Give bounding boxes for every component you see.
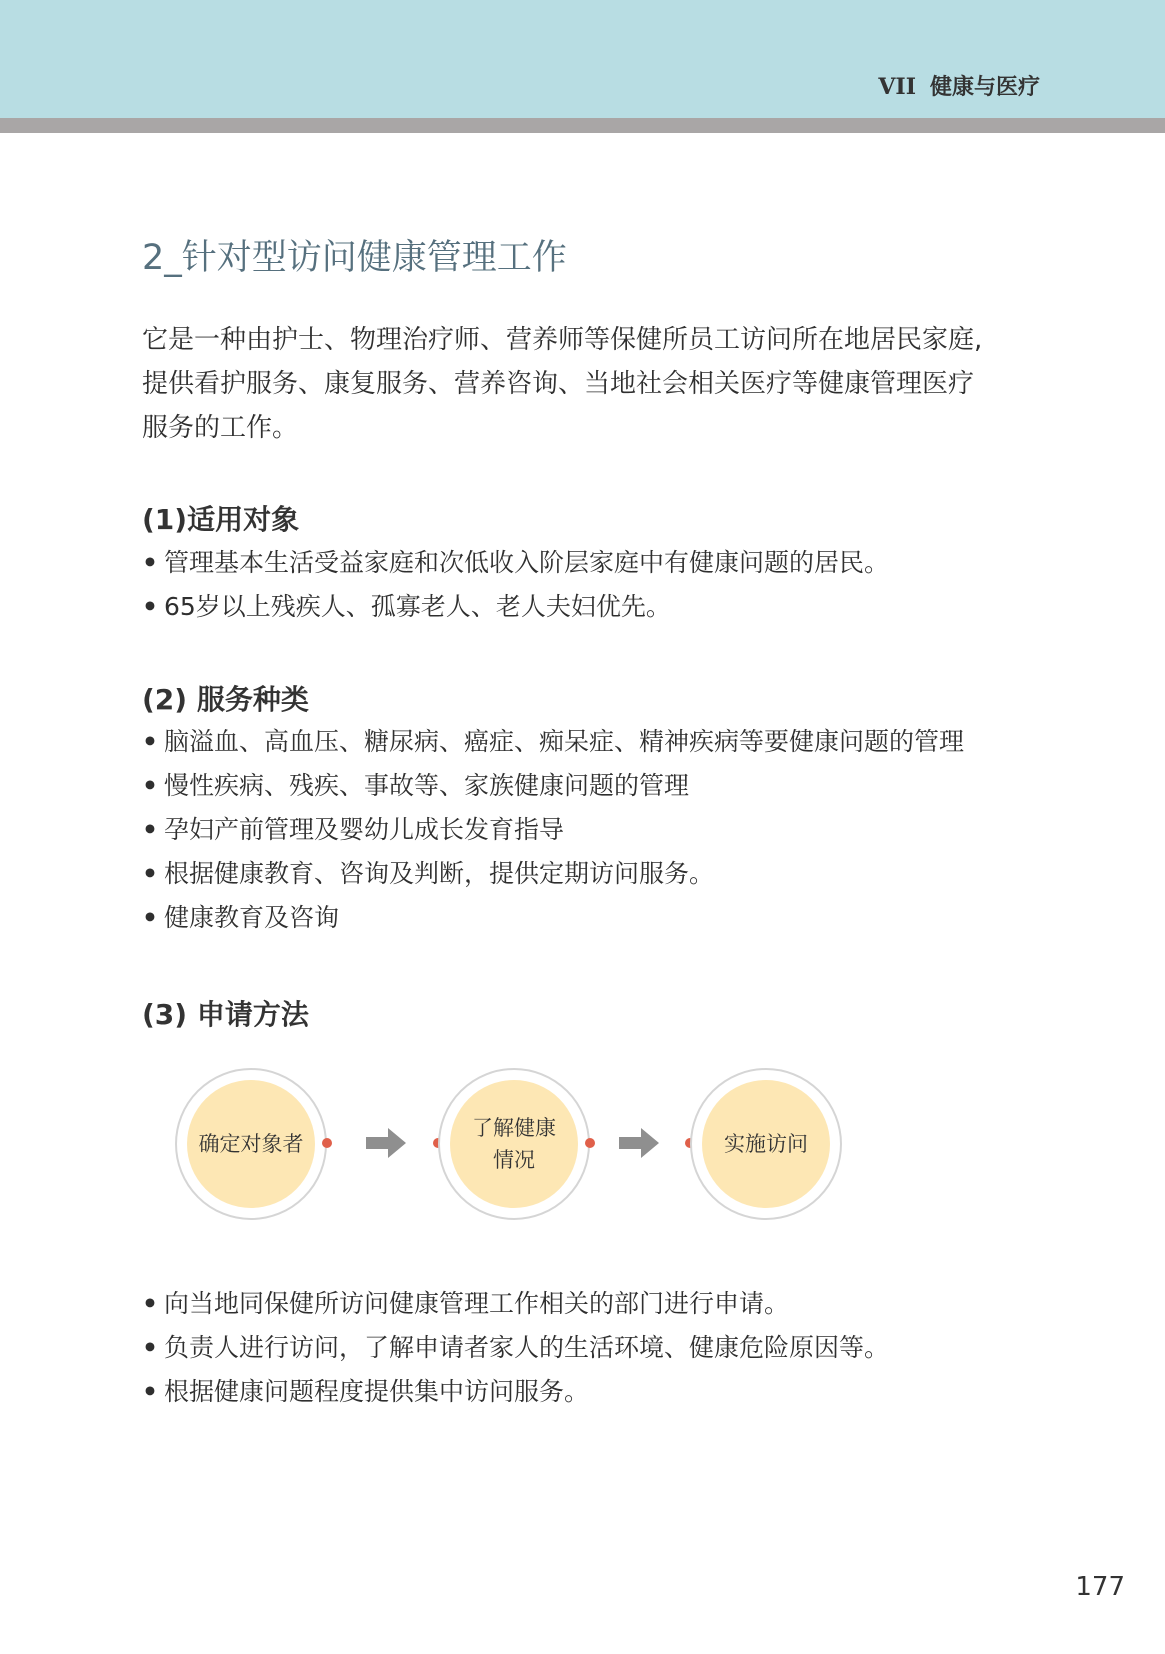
bullet-icon: • [142, 815, 158, 844]
flow-step-1 [175, 1068, 327, 1220]
arrow-right-icon [366, 1126, 406, 1160]
list-item [142, 1370, 1042, 1414]
application-flow-diagram [175, 1068, 875, 1228]
connector-dot [585, 1138, 595, 1148]
connector-dot [322, 1138, 332, 1148]
section-title: 2_针对型访问健康管理工作 [142, 238, 567, 278]
bullet-icon: • [142, 1377, 158, 1406]
list-item-text: 负责人进行访问，了解申请者家人的生活环境、健康危险原因等。 [164, 1333, 890, 1362]
list-item [142, 1326, 1042, 1370]
list-item [142, 720, 1042, 764]
header-stripe [0, 118, 1165, 133]
application-list [142, 1282, 1042, 1414]
bullet-icon: • [142, 592, 158, 621]
list-item [142, 852, 1042, 896]
flow-step-3 [690, 1068, 842, 1220]
list-item-text: 健康教育及咨询 [164, 903, 340, 932]
intro-line: 它是一种由护士、物理治疗师、营养师等保健所员工访问所在地居民家庭, [142, 325, 983, 355]
chapter-number: VII [878, 74, 916, 100]
list-item [142, 585, 1042, 629]
subsection-heading-service-types: (2) 服务种类 [142, 683, 309, 716]
bullet-icon: • [142, 771, 158, 800]
list-item [142, 808, 1042, 852]
flow-step-1-label: 确定对象者 [187, 1080, 315, 1208]
bullet-icon: • [142, 903, 158, 932]
list-item-text: 向当地同保健所访问健康管理工作相关的部门进行申请。 [164, 1289, 790, 1318]
flow-step-2 [438, 1068, 590, 1220]
bullet-icon: • [142, 727, 158, 756]
list-item-text: 根据健康教育、咨询及判断，提供定期访问服务。 [164, 859, 715, 888]
list-item [142, 1282, 1042, 1326]
list-item-text: 根据健康问题程度提供集中访问服务。 [164, 1377, 590, 1406]
bullet-icon: • [142, 1289, 158, 1318]
service-types-list [142, 720, 1042, 940]
list-item [142, 896, 1042, 940]
list-item [142, 764, 1042, 808]
flow-step-3-label: 实施访问 [702, 1080, 830, 1208]
list-item [142, 541, 1042, 585]
subsection-heading-application: (3) 申请方法 [142, 998, 309, 1031]
chapter-title: 健康与医疗 [929, 75, 1040, 100]
list-item-text: 孕妇产前管理及婴幼儿成长发育指导 [164, 815, 565, 844]
list-item-text: 65岁以上残疾人、孤寡老人、老人夫妇优先。 [164, 592, 671, 621]
flow-step-2-label: 了解健康 情况 [450, 1080, 578, 1208]
subsection-heading-eligibility: (1)适用对象 [142, 503, 300, 536]
page-number: 177 [1075, 1572, 1125, 1602]
list-item-text: 管理基本生活受益家庭和次低收入阶层家庭中有健康问题的居民。 [164, 548, 890, 577]
bullet-icon: • [142, 1333, 158, 1362]
bullet-icon: • [142, 548, 158, 577]
intro-line: 服务的工作。 [142, 413, 299, 443]
chapter-label [878, 70, 1040, 101]
list-item-text: 慢性疾病、残疾、事故等、家族健康问题的管理 [164, 771, 690, 800]
eligibility-list [142, 541, 1042, 629]
intro-paragraph [142, 318, 1042, 450]
intro-line: 提供看护服务、康复服务、营养咨询、当地社会相关医疗等健康管理医疗 [142, 369, 975, 399]
list-item-text: 脑溢血、高血压、糖尿病、癌症、痴呆症、精神疾病等要健康问题的管理 [164, 727, 965, 756]
bullet-icon: • [142, 859, 158, 888]
arrow-right-icon [619, 1126, 659, 1160]
